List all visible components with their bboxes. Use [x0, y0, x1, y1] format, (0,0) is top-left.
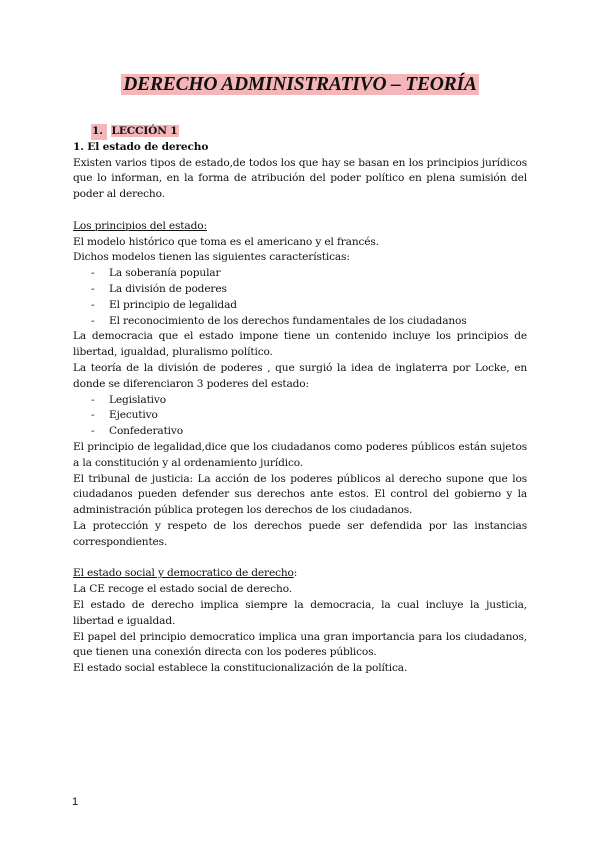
list-item: [91, 298, 527, 314]
section-heading-social-colon: :: [293, 567, 298, 580]
spacer: [73, 551, 527, 567]
dash-bullet: -: [91, 282, 95, 295]
list-item: [91, 266, 527, 282]
dash-bullet: -: [91, 409, 95, 422]
section-heading-principios: Los principios del estado:: [73, 219, 207, 232]
spacer: [73, 203, 527, 219]
page-number: 1: [72, 796, 79, 808]
paragraph-estado-social: El estado social establece la constitucionalización de la política.: [73, 662, 408, 675]
lesson-label: LECCIÓN 1: [111, 125, 178, 137]
lesson-number: 1.: [91, 124, 107, 140]
list-item-text: El principio de legalidad: [109, 298, 237, 311]
paragraph-intro: Existen varios tipos de estado,de todos los que hay se basan en los principios jurídicos que lo informan, en la forma de atribución del poder político en plena sumisión del poder al derecho.: [73, 156, 527, 201]
paragraph-modelo: El modelo histórico que toma es el americano y el francés.: [73, 235, 379, 248]
paragraph-democracia-justicia: El estado de derecho implica siempre la democracia, la cual incluye la justicia, libertad e igualdad.: [73, 598, 527, 627]
list-item-text: Confederativo: [109, 425, 183, 438]
paragraph-tribunal: El tribunal de justicia: La acción de los poderes públicos al derecho supone que los ciudadanos pueden defender sus derechos ante estos. El control del gobierno y la administración pública protegen los derechos de los ciudadanos.: [73, 472, 527, 517]
section-heading-social: [73, 566, 527, 582]
paragraph-democracia: La democracia que el estado impone tiene un contenido incluye los principios de libertad, igualdad, pluralismo político.: [73, 330, 527, 359]
list-item: [91, 314, 527, 330]
dash-bullet: -: [91, 393, 95, 406]
list-item-text: Legislativo: [109, 393, 166, 406]
dash-bullet: -: [91, 425, 95, 438]
list-item: [91, 424, 527, 440]
paragraph-proteccion: La protección y respeto de los derechos puede ser defendida por las instancias correspondientes.: [73, 519, 527, 548]
paragraph-teoria: La teoría de la división de poderes , que surgió la idea de inglaterra por Locke, en donde se diferenciaron 3 poderes del estado:: [73, 361, 527, 390]
paragraph-ce: La CE recoge el estado social de derecho.: [73, 583, 292, 596]
list-item-text: La soberanía popular: [109, 267, 221, 280]
list-item-text: El reconocimiento de los derechos fundamentales de los ciudadanos: [109, 314, 467, 327]
list-poderes: [73, 393, 527, 440]
dash-bullet: -: [91, 298, 95, 311]
paragraph-caracteristicas: Dichos modelos tienen las siguientes características:: [73, 251, 350, 264]
lesson-heading: [91, 124, 527, 140]
paragraph-legalidad: El principio de legalidad,dice que los ciudadanos como poderes públicos están sujetos a la constitución y al ordenamiento jurídico.: [73, 440, 527, 469]
section-heading-estado-derecho: 1. El estado de derecho: [73, 140, 209, 153]
dash-bullet: -: [91, 267, 95, 280]
document-body: [73, 124, 527, 677]
paragraph-papel: El papel del principio democratico implica una gran importancia para los ciudadanos, que tienen una conexión directa con los poderes públicos.: [73, 630, 527, 659]
list-item: [91, 408, 527, 424]
list-item: [91, 393, 527, 409]
section-heading-social-text: El estado social y democratico de derecho: [73, 567, 294, 580]
dash-bullet: -: [91, 314, 95, 327]
list-item-text: Ejecutivo: [109, 409, 158, 422]
list-item: [91, 282, 527, 298]
list-caracteristicas: [73, 266, 527, 329]
document-title-text: DERECHO ADMINISTRATIVO – TEORÍA: [123, 74, 477, 95]
document-title: [0, 74, 600, 96]
list-item-text: La división de poderes: [109, 282, 227, 295]
